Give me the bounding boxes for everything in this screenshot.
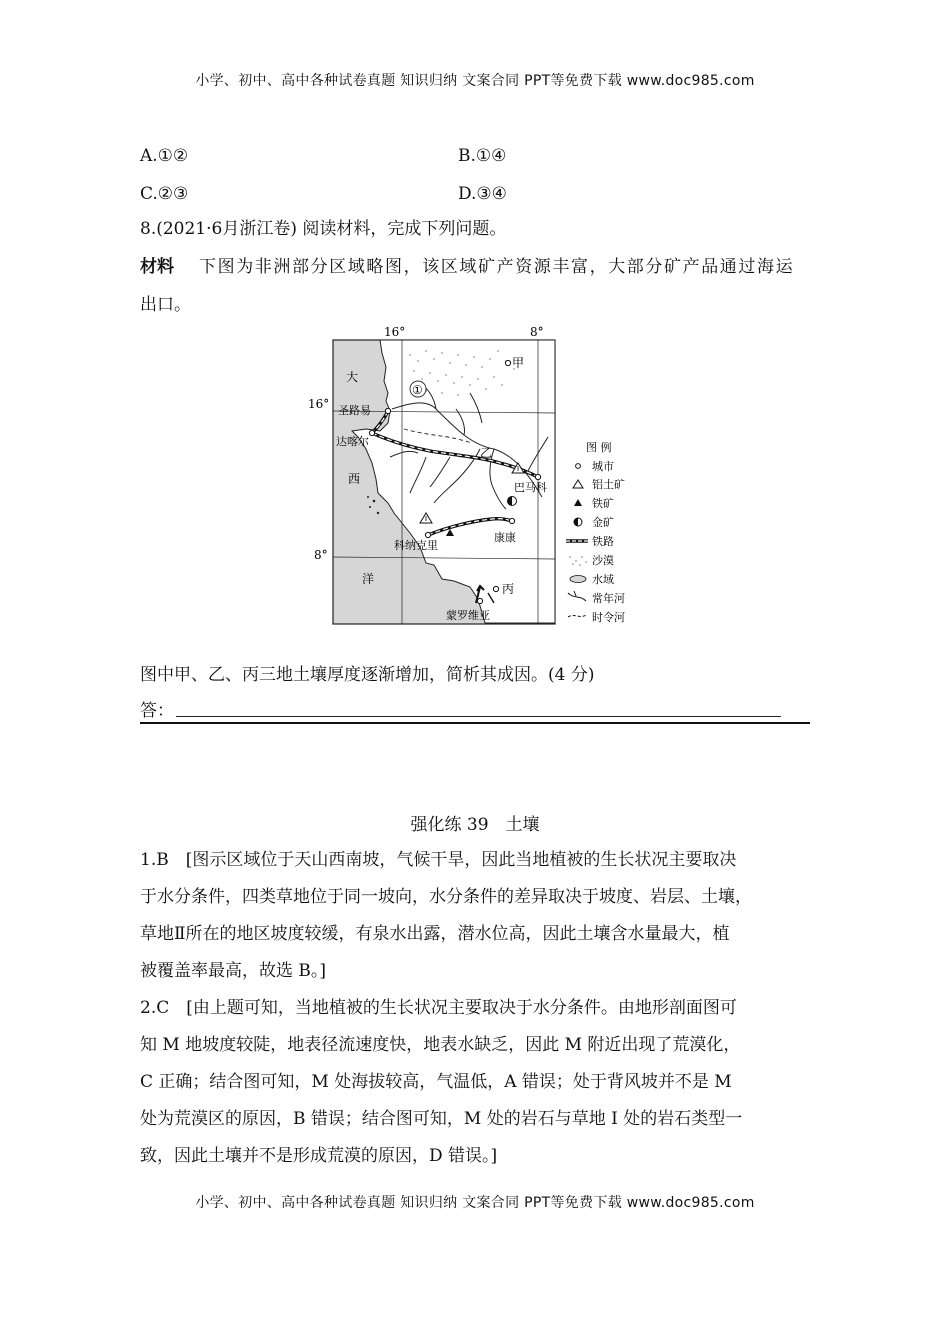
answer-1-line-2: 于水分条件，四类草地位于同一坡向，水分条件的差异取决于坡度、岩层、土壤， bbox=[140, 887, 752, 907]
label-lat-8: 8° bbox=[314, 548, 328, 562]
label-lat-16: 16° bbox=[308, 397, 330, 411]
map-legend bbox=[566, 440, 625, 624]
section-title: 强化练 39 土壤 bbox=[410, 815, 540, 835]
label-conakry: 科纳克里 bbox=[394, 539, 438, 552]
ocean-char-2: 西 bbox=[348, 472, 361, 486]
city-bing bbox=[493, 586, 498, 591]
page-footer: 小学、初中、高中各种试卷真题 知识归纳 文案合同 PPT等免费下载 www.doc985.com bbox=[195, 1195, 755, 1211]
legend-iron: 铁矿 bbox=[592, 497, 614, 510]
legend-desert: 沙漠 bbox=[592, 554, 614, 567]
question-8-prompt: 图中甲、乙、丙三地土壤厚度逐渐增加，简析其成因。(4 分) bbox=[140, 665, 595, 685]
option-a: A.①② bbox=[140, 146, 189, 166]
legend-seasonal-river: 时令河 bbox=[592, 611, 625, 624]
label-bamako: 巴马科 bbox=[514, 481, 547, 494]
option-c: C.②③ bbox=[140, 184, 189, 204]
label-monrovia: 蒙罗维亚 bbox=[446, 609, 490, 622]
answer-1-line-4: 被覆盖率最高，故选 B。] bbox=[140, 961, 327, 981]
gold-marker bbox=[508, 497, 517, 506]
map-svg bbox=[308, 325, 642, 629]
answer-1-line-3: 草地Ⅱ所在的地区坡度较缓，有泉水出露，潜水位高，因此土壤含水量最大，植 bbox=[140, 924, 730, 944]
question-8-stem: 8.(2021·6月浙江卷) 阅读材料，完成下列问题。 bbox=[140, 219, 507, 239]
material-line-1: 下图为非洲部分区域略图，该区域矿产资源丰富，大部分矿产品通过海运 bbox=[199, 257, 795, 277]
label-circled-one: ① bbox=[412, 383, 423, 397]
city-dakar bbox=[369, 430, 374, 435]
city-monrovia bbox=[477, 598, 482, 603]
city-kankan bbox=[509, 518, 514, 523]
option-b: B.①④ bbox=[458, 146, 507, 166]
section-divider bbox=[140, 722, 810, 724]
city-conakry bbox=[425, 532, 430, 537]
ocean-char-1: 大 bbox=[346, 370, 359, 384]
label-lon-16: 16° bbox=[384, 325, 406, 339]
material-line-2: 出口。 bbox=[140, 295, 191, 315]
option-d: D.③④ bbox=[458, 184, 507, 204]
answer-2-line-4: 处为荒漠区的原因，B 错误；结合图可知，M 处的岩石与草地 I 处的岩石类型一 bbox=[140, 1109, 743, 1129]
label-yi: 乙 bbox=[480, 446, 493, 460]
answer-label: 答： bbox=[140, 701, 174, 721]
answer-2-line-2: 知 M 地坡度较陡，地表径流速度快，地表水缺乏，因此 M 附近出现了荒漠化， bbox=[140, 1035, 741, 1055]
answer-1-block bbox=[140, 842, 820, 990]
africa-map-figure bbox=[308, 325, 642, 629]
answer-input-line bbox=[176, 716, 781, 717]
answer-2-line-1: 2.C [由上题可知，当地植被的生长状况主要取决于水分条件。由地形剖面图可 bbox=[140, 998, 737, 1018]
answer-2-block bbox=[140, 990, 820, 1175]
label-lon-8: 8° bbox=[530, 325, 544, 339]
ocean-char-3: 洋 bbox=[362, 572, 375, 586]
label-saint-louis: 圣路易 bbox=[338, 404, 371, 417]
answer-2-line-3: C 正确；结合图可知，M 处海拔较高，气温低，A 错误；处于背风坡并不是 M bbox=[140, 1072, 732, 1092]
label-bing: 丙 bbox=[502, 582, 515, 596]
page-header: 小学、初中、高中各种试卷真题 知识归纳 文案合同 PPT等免费下载 www.doc985.com bbox=[195, 73, 755, 89]
legend-perennial-river: 常年河 bbox=[592, 592, 625, 605]
city-jia bbox=[505, 360, 510, 365]
legend-title: 图 例 bbox=[586, 441, 612, 454]
city-saint-louis bbox=[385, 408, 390, 413]
legend-city: 城市 bbox=[592, 460, 614, 473]
label-jia: 甲 bbox=[512, 356, 525, 370]
material-label: 材料 bbox=[140, 257, 174, 277]
answer-1-line-1: 1.B [图示区域位于天山西南坡，气候干旱，因此当地植被的生长状况主要取决 bbox=[140, 850, 737, 870]
legend-water: 水域 bbox=[592, 573, 614, 586]
answer-2-line-5: 致，因此土壤并不是形成荒漠的原因，D 错误。] bbox=[140, 1146, 498, 1166]
label-dakar: 达喀尔 bbox=[336, 435, 369, 448]
label-kankan: 康康 bbox=[494, 531, 516, 544]
legend-bauxite: 铝土矿 bbox=[592, 478, 625, 491]
legend-railway: 铁路 bbox=[592, 535, 614, 548]
legend-gold: 金矿 bbox=[592, 516, 614, 529]
city-bamako bbox=[535, 474, 540, 479]
